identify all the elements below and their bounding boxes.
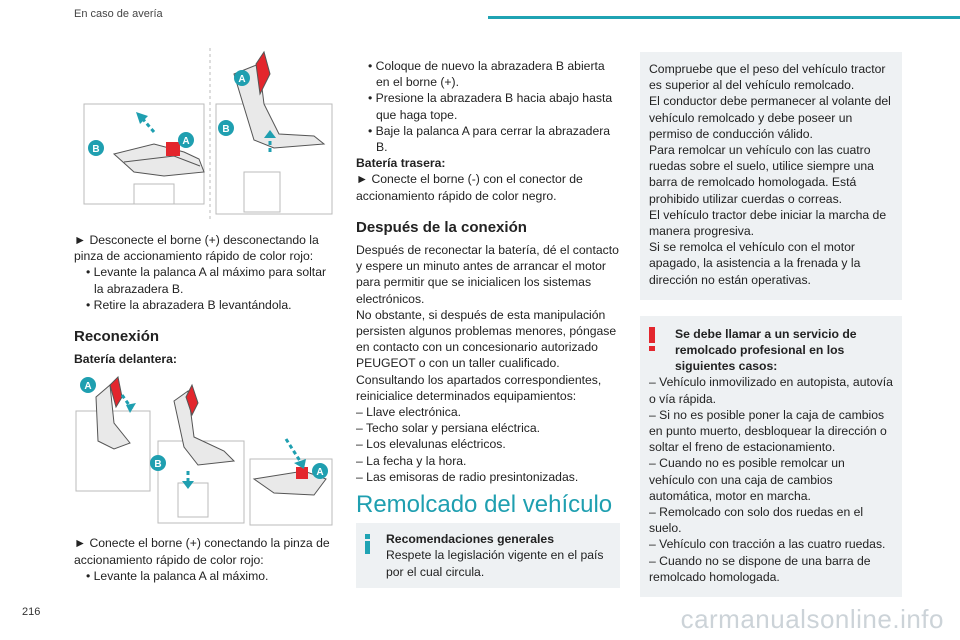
disconnect-instruction: ► Desconecte el borne (+) desconectando la pinza de accionamiento rápido de color rojo: (74, 233, 319, 264)
callout-b-mid: B (154, 459, 162, 471)
remolcado-heading: Remolcado del vehículo (356, 491, 613, 519)
warning-item-4: – Remolcado con solo dos ruedas en el suelo. (649, 505, 864, 536)
disconnect-bullet-2: • Retire la abrazadera B levantándola. (86, 297, 292, 312)
reconnect-illustration (74, 367, 336, 529)
despues-para-1: Después de reconectar la batería, dé el contacto y espere un minuto antes de arrancar el motor para permitir que se inicialicen los sistemas electrónicos. (356, 243, 619, 306)
reset-item-4: – La fecha y la hora. (356, 453, 467, 468)
callout-b-right: B (222, 124, 230, 135)
disconnect-bullet-1: • Levante la palanca A al máximo para soltar la abrazadera B. (86, 265, 327, 296)
callout-a-left: A (84, 381, 92, 393)
connect-instruction: ► Conecte el borne (+) conectando la pinza de accionamiento rápido de color rojo: (74, 536, 330, 567)
info-body: Respete la legislación vigente en el país por el cual circula. (386, 548, 604, 579)
reconnect-bullet-3: • Baje la palanca A para cerrar la abrazadera B. (368, 123, 611, 155)
column-left (74, 44, 336, 584)
despues-heading: Después de la conexión (356, 218, 527, 236)
warning-title: Se debe llamar a un servicio de remolcado profesional en los siguientes casos: (675, 326, 857, 374)
callout-a-top: A (238, 74, 246, 85)
towing-notes-box (640, 52, 902, 300)
reset-item-1: – Llave electrónica. (356, 405, 462, 420)
towing-note-3: Para remolcar un vehículo con las cuatro ruedas sobre el suelo, utilice siempre una barra de remolcado homologada. Está prohibido utilizar cuerdas o correas. (649, 143, 874, 206)
watermark: carmanualsonline.info (680, 604, 944, 634)
callout-b-left: B (92, 144, 100, 155)
reconnect-bullet-2: • Presione la abrazadera B hacia abajo hasta que haga tope. (368, 91, 613, 122)
warning-item-3: – Cuando no es posible remolcar un vehículo con una caja de cambios automática, motor en marcha. (649, 456, 845, 503)
bateria-delantera-label: Batería delantera: (74, 352, 177, 367)
warning-box (640, 316, 902, 597)
towing-note-1: Compruebe que el peso del vehículo tractor es superior al del vehículo remolcado. (649, 62, 886, 93)
despues-para-2: No obstante, si después de esta manipulación persisten algunos problemas menores, póngase en contacto con un concesionario autorizado PEUGEOT o con un taller cualificado. (356, 307, 617, 371)
reconexion-heading: Reconexión (74, 328, 160, 346)
warning-item-1: – Vehículo inmovilizado en autopista, autovía o vía rápida. (649, 375, 893, 406)
callout-a-mid: A (182, 136, 190, 147)
warning-item-2: – Si no es posible poner la caja de cambios en punto muerto, desbloquear la dirección o soltar el freno de estacionamiento. (649, 407, 887, 455)
warning-item-6: – Cuando no se dispone de una barra de remolcado homologada. (649, 553, 871, 584)
bateria-trasera-label: Batería trasera: (356, 156, 446, 171)
column-middle (356, 58, 620, 588)
column-right (640, 52, 902, 597)
disconnect-illustration (74, 44, 336, 226)
info-title: Recomendaciones generales (386, 532, 554, 547)
trasera-instruction: ► Conecte el borne (-) con el conector de accionamiento rápido de color negro. (356, 172, 583, 203)
info-box (356, 523, 620, 588)
warning-icon (649, 327, 655, 351)
callout-a-right: A (316, 467, 324, 479)
towing-note-2: El conductor debe permanecer al volante del vehículo remolcado y debe poseer un permiso de conducción válido. (649, 94, 891, 141)
header-accent-bar (488, 16, 960, 19)
reset-item-2: – Techo solar y persiana eléctrica. (356, 421, 541, 436)
despues-para-3: Consultando los apartados correspondientes, reinicialice determinados equipamientos: (356, 372, 602, 403)
reset-item-5: – Las emisoras de radio presintonizadas. (356, 469, 579, 484)
reset-item-3: – Los elevalunas eléctricos. (356, 437, 506, 452)
reconnect-bullet-1: • Coloque de nuevo la abrazadera B abierta en el borne (+). (368, 59, 605, 90)
warning-item-5: – Vehículo con tracción a las cuatro ruedas. (649, 537, 886, 552)
page-number: 216 (22, 606, 41, 618)
connect-bullet-1: • Levante la palanca A al máximo. (86, 568, 269, 583)
towing-note-5: Si se remolca el vehículo con el motor apagado, la asistencia a la frenada y la dirección no están operativas. (649, 240, 861, 287)
figure-disconnect-clamp (74, 44, 336, 226)
towing-note-4: El vehículo tractor debe iniciar la marcha de manera progresiva. (649, 207, 887, 239)
info-icon (365, 534, 370, 554)
section-title: En caso de avería (74, 8, 163, 20)
figure-reconnect-clamp (74, 367, 336, 529)
